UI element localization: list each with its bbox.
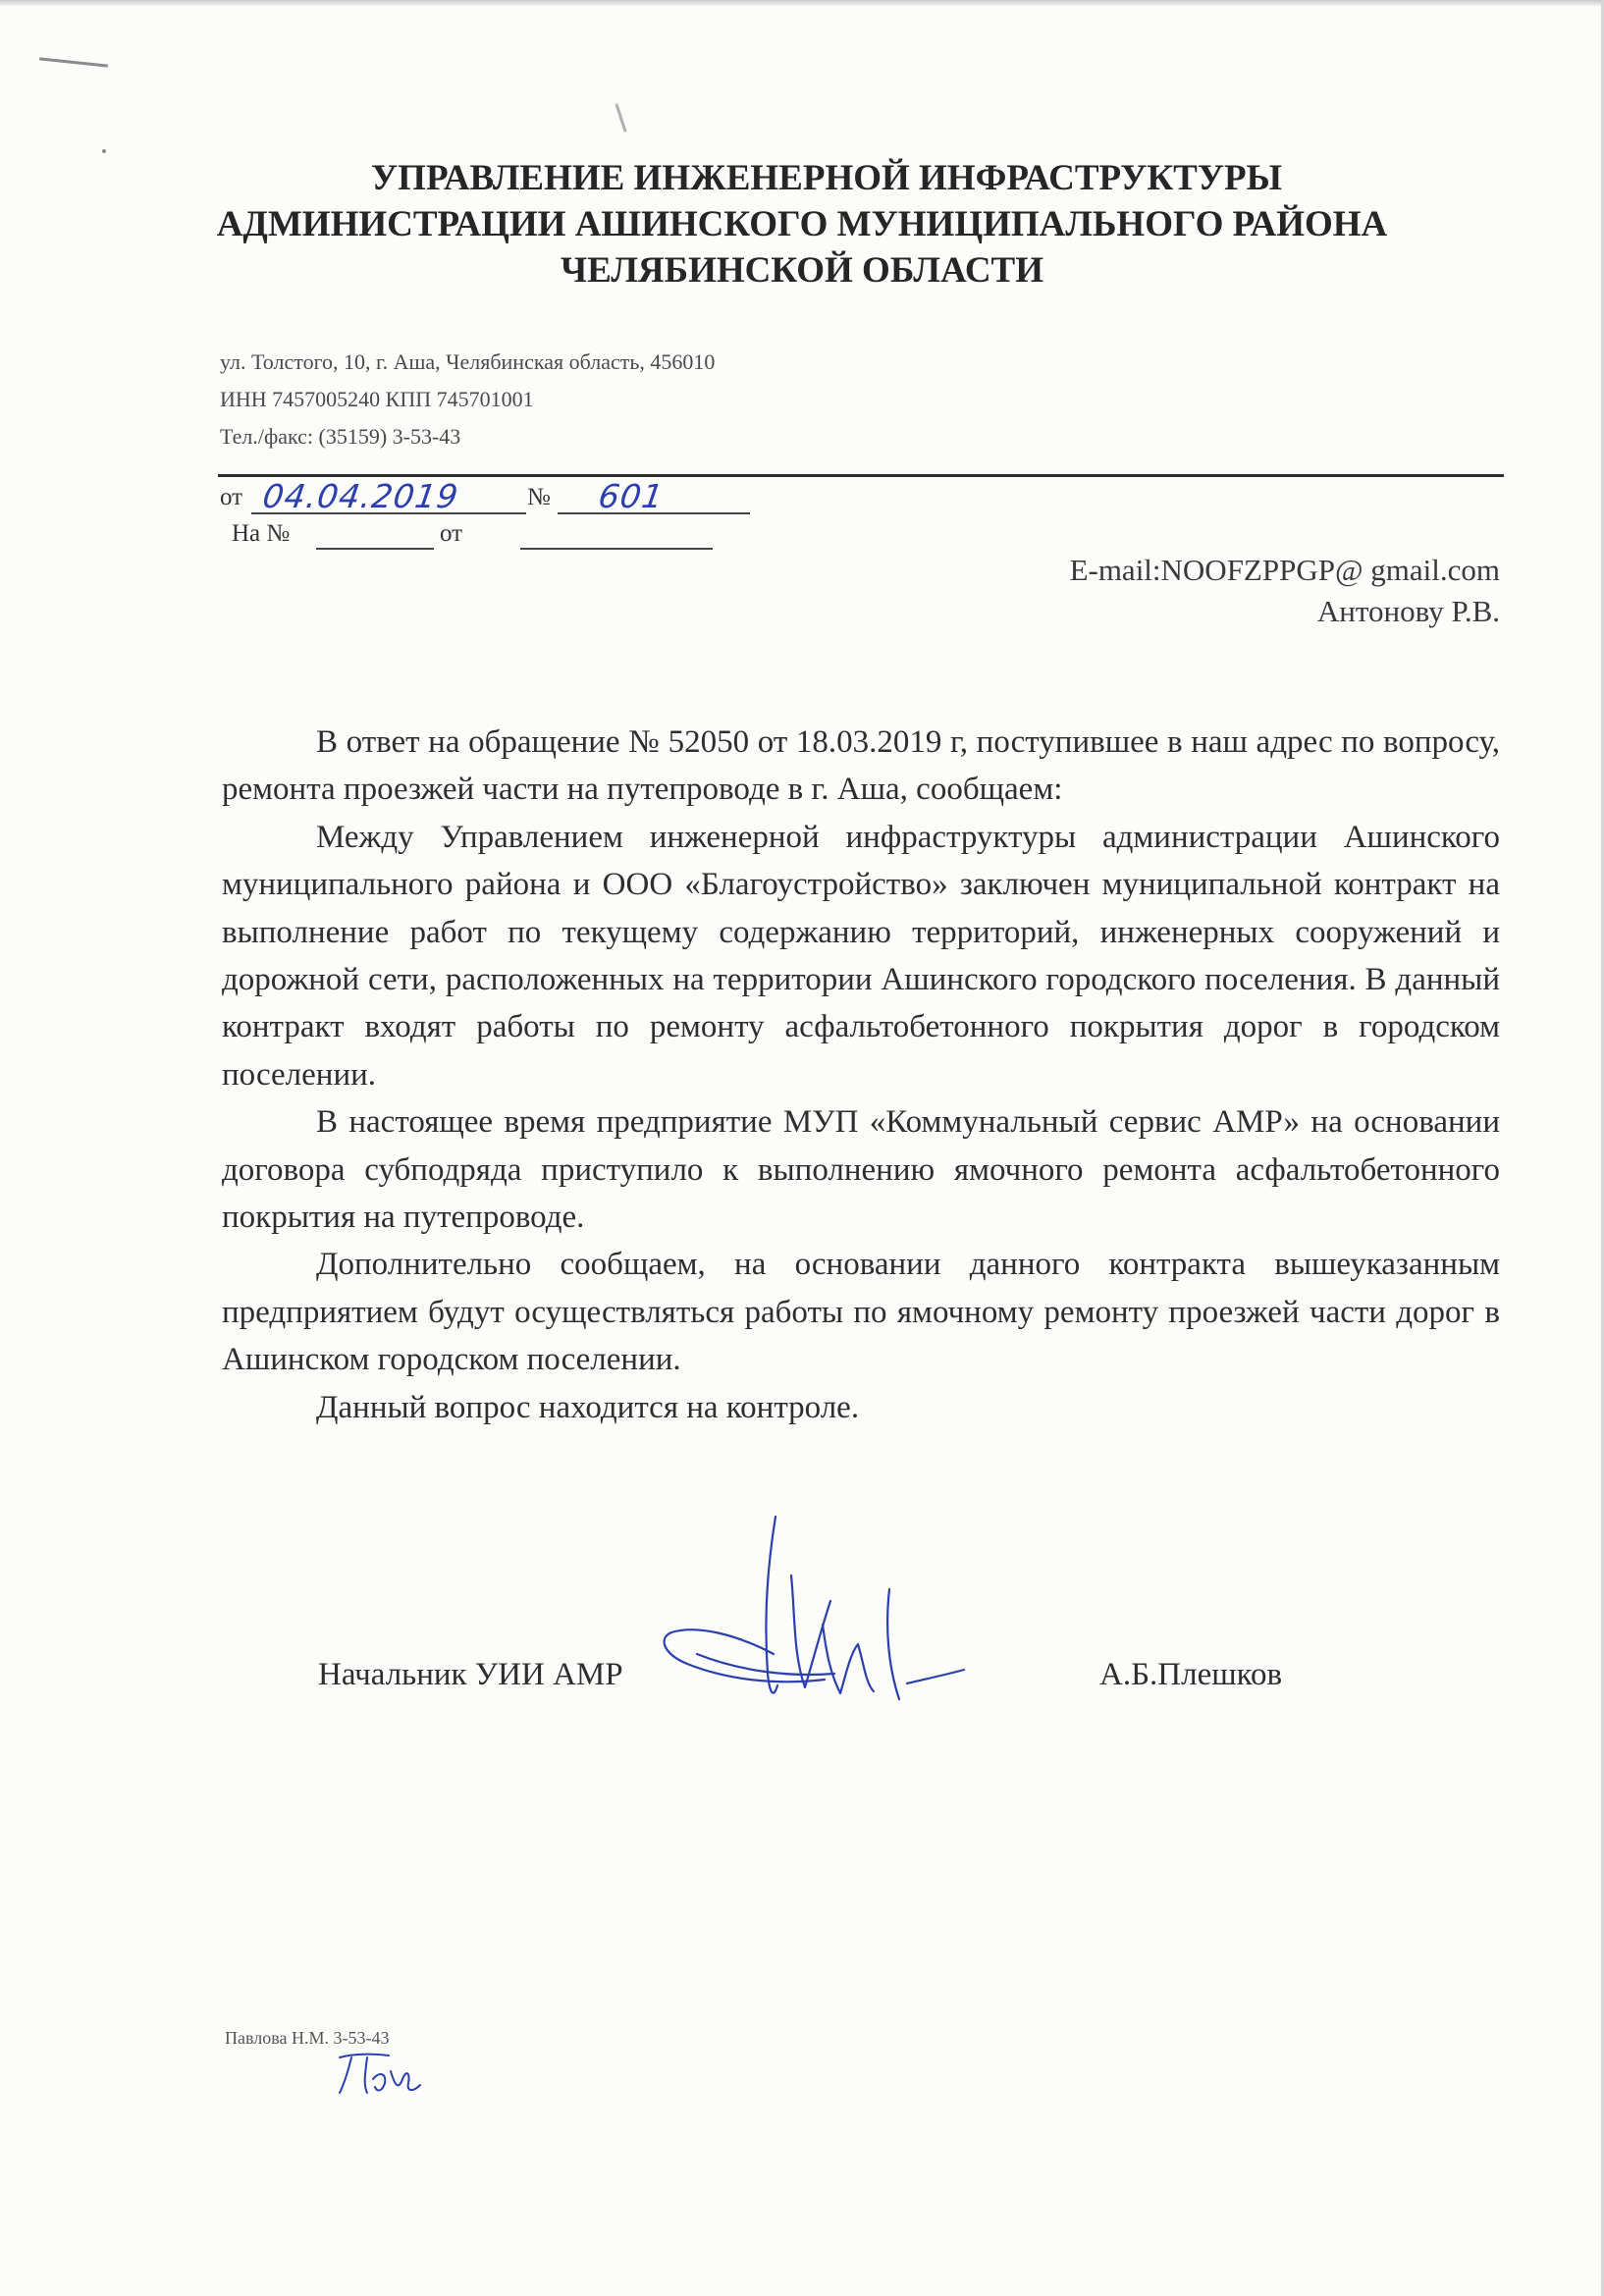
- executor-initials: [334, 2050, 432, 2099]
- letter-body: [222, 719, 1500, 1431]
- addressee-block: [1070, 550, 1500, 632]
- phone-fax: Тел./факс: (35159) 3-53-43: [220, 424, 461, 449]
- paragraph-1: В ответ на обращение № 52050 от 18.03.2019 г, поступившее в наш адрес по вопросу, ремонта проезжей части на путепроводе в г. Аша, сообщаем:: [222, 724, 1500, 808]
- letterhead-line-3: ЧЕЛЯБИНСКОЙ ОБЛАСТИ: [560, 250, 1044, 291]
- paragraph-2: Между Управлением инженерной инфраструктуры администрации Ашинского муниципального района и ООО «Благоустройство» заключен муниципальной контракт на выполнение работ по текущему содержанию территорий, инженерных сооружений и дорожной сети, расположенных на территории Ашинского городского поселения. В данный контракт входят работы по ремонту асфальтобетонного покрытия дорог в городском поселении.: [222, 819, 1500, 1093]
- signatory-position: Начальник УИИ АМР: [318, 1657, 623, 1692]
- outgoing-date: 04.04.2019: [260, 477, 461, 515]
- scan-dot: [102, 149, 106, 153]
- organization-requisites: [220, 344, 715, 455]
- reference-date-underline: [520, 548, 713, 550]
- handwritten-signature: [658, 1507, 982, 1733]
- reference-number-label: На №: [232, 520, 291, 547]
- reference-date-label: от: [440, 520, 463, 547]
- scan-mark: [615, 103, 626, 132]
- reference-number-underline: [316, 548, 434, 550]
- outgoing-number: 601: [596, 477, 667, 515]
- letterhead: [0, 155, 1604, 294]
- letterhead-line-2: АДМИНИСТРАЦИИ АШИНСКОГО МУНИЦИПАЛЬНОГО РАЙОНА: [216, 204, 1388, 244]
- addressee-name: Антонову Р.В.: [1316, 594, 1500, 628]
- paragraph-3: В настоящее время предприятие МУП «Коммунальный сервис АМР» на основании договора субподряда приступило к выполнению ямочного ремонта асфальтобетонного покрытия на путепроводе.: [222, 1104, 1500, 1236]
- scan-mark: [39, 57, 108, 67]
- addressee-email: E-mail:NOOFZPPGP@ gmail.com: [1069, 553, 1500, 587]
- signatory-name: А.Б.Плешков: [1099, 1657, 1283, 1692]
- from-label: от: [220, 484, 243, 510]
- paragraph-5: Данный вопрос находится на контроле.: [316, 1389, 860, 1425]
- executor-note: Павлова Н.М. 3-53-43: [225, 2028, 390, 2048]
- inn-kpp: ИНН 7457005240 КПП 745701001: [220, 387, 534, 411]
- paragraph-4: Дополнительно сообщаем, на основании данного контракта вышеуказанным предприятием будут осуществляться работы по ямочному ремонту проезжей части дорог в Ашинском городском поселении.: [222, 1247, 1500, 1378]
- letterhead-line-1: УПРАВЛЕНИЕ ИНЖЕНЕРНОЙ ИНФРАСТРУКТУРЫ: [371, 158, 1282, 198]
- number-label: №: [527, 484, 551, 510]
- scan-top-edge: [0, 0, 1604, 6]
- address: ул. Толстого, 10, г. Аша, Челябинская область, 456010: [220, 349, 716, 374]
